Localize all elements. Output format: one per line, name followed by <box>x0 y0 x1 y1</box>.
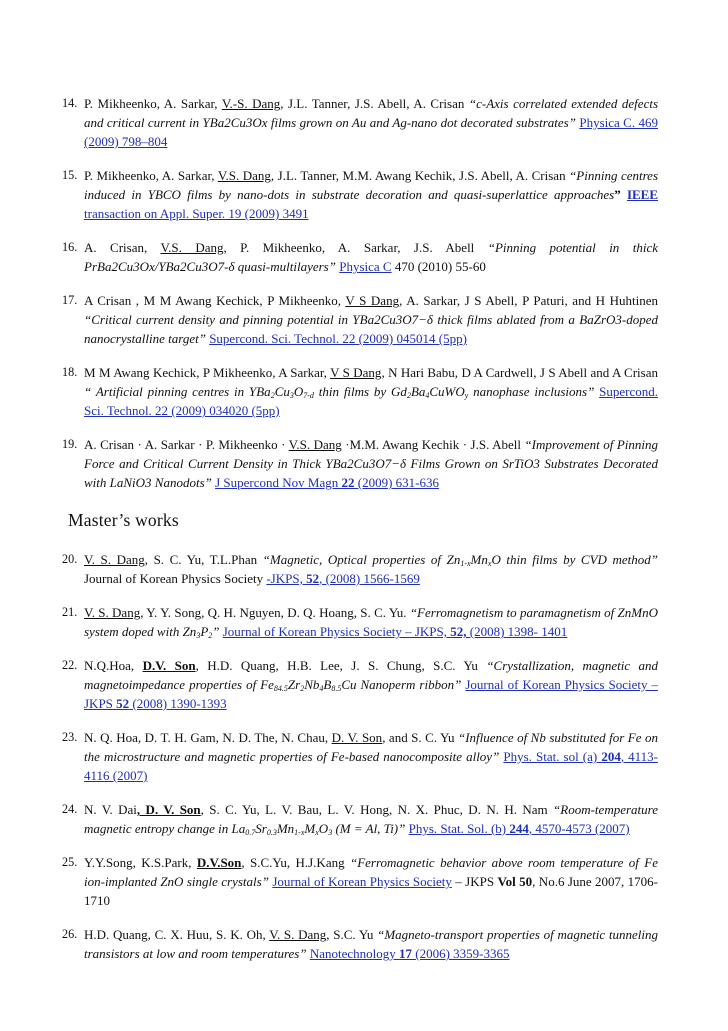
reference-plain-text: A. Crisan · A. Sarkar · P. Mikheenko · <box>84 437 289 452</box>
journal-link[interactable]: , 4113-4116 (2007) <box>84 749 658 783</box>
reference-plain-text: , P. Mikheenko, A. Sarkar, J.S. Abell <box>223 240 488 255</box>
subscript-text: 4 <box>425 391 430 400</box>
paper-title-text: O <box>293 384 304 399</box>
highlighted-author: V S Dang <box>330 365 382 380</box>
reference-number: 15. <box>62 168 78 182</box>
journal-link[interactable]: Phys. Stat. sol (a) <box>503 749 602 764</box>
journal-link[interactable]: Supercond. Sci. Technol. 22 (2009) 034020 (5pp) <box>84 384 659 418</box>
reference-number: 21. <box>62 605 78 619</box>
subscript-text: 0.7 <box>245 828 256 837</box>
journal-link[interactable]: (2008) 1398- 1401 <box>466 624 568 639</box>
reference-item <box>62 291 658 348</box>
reference-number: 23. <box>62 730 78 744</box>
reference-plain-text: M M Awang Kechick, P Mikheenko, A Sarkar, <box>84 365 331 380</box>
reference-number: 14. <box>62 96 78 110</box>
reference-item <box>62 550 658 588</box>
paper-title-text: “Ferromagnetic behavior above room temperature of Fe ion-implanted ZnO single crystals” <box>84 855 658 889</box>
paper-title-text: thin films by Gd <box>313 384 407 399</box>
reference-text <box>84 800 658 838</box>
reference-item <box>62 656 658 713</box>
highlighted-author: V. S. Dang <box>84 552 145 567</box>
paper-title-text: Cu <box>274 384 290 399</box>
reference-plain-text: , No.6 June 2007, 1706-1710 <box>84 874 658 908</box>
reference-plain-text: , N Hari Babu, D A Cardwell, J S Abell and A Crisan <box>381 365 659 380</box>
journal-link[interactable]: Physica C <box>339 259 392 274</box>
reference-plain-text: , S. C. Yu, L. V. Bau, L. V. Hong, N. X. Phuc, D. N. H. Nam <box>200 802 554 817</box>
section-heading: Master’s works <box>68 510 179 530</box>
highlighted-author: D.V. Son <box>142 658 196 673</box>
paper-title-text: ” <box>212 624 220 639</box>
highlighted-author: V. S. Dang <box>269 927 327 942</box>
reference-plain-text: N.Q.Hoa, <box>84 658 143 673</box>
reference-item <box>62 925 658 963</box>
reference-plain-text: P. Mikheenko, A. Sarkar, <box>84 168 218 183</box>
highlighted-author: V.-S. Dang <box>221 96 281 111</box>
subscript-text: 1-x <box>294 828 305 837</box>
reference-number: 18. <box>62 365 78 379</box>
journal-link[interactable]: 52 <box>116 696 130 711</box>
reference-text <box>84 656 658 713</box>
journal-link[interactable]: IEEE <box>626 187 659 202</box>
reference-plain-text: ·M.M. Awang Kechik · J.S. Abell <box>341 437 525 452</box>
bold-text: ” <box>614 187 621 202</box>
paper-title-text: (M = Al, Ti)” <box>332 821 406 836</box>
reference-plain-text: Journal of Korean Physics Society <box>84 571 267 586</box>
paper-title-text: Zr <box>287 677 301 692</box>
reference-plain-text: Y.Y.Song, K.S.Park, <box>84 855 197 870</box>
reference-item <box>62 603 658 641</box>
reference-text <box>84 853 658 910</box>
paper-title-text: “Improvement of Pinning Force and Critical Current Density in Thick YBa2Cu3O7−δ Films Grown on SrTiO3 Substrates Decorated with LaNiO3 Nanodots” <box>84 437 659 490</box>
journal-link[interactable]: (2008) 1390-1393 <box>129 696 227 711</box>
journal-link[interactable]: 17 <box>399 946 413 961</box>
subscript-text: 2 <box>300 684 305 693</box>
paper-title-text: “Critical current density and pinning potential in YBa2Cu3O7−δ thick films ablated from a BaZrO3-doped nanocrystalline target” <box>84 312 658 346</box>
paper-title-text: Ba <box>410 384 426 399</box>
highlighted-author: V.S. Dang <box>160 240 224 255</box>
reference-number: 24. <box>62 802 78 816</box>
reference-plain-text: , and S. C. Yu <box>382 730 458 745</box>
reference-text <box>84 435 658 492</box>
reference-item <box>62 94 658 151</box>
paper-title-text: Mn <box>276 821 295 836</box>
reference-number: 25. <box>62 855 78 869</box>
journal-link[interactable]: , 4570-4573 (2007) <box>528 821 630 836</box>
subscript-text: 2 <box>270 391 275 400</box>
reference-plain-text: , A. Sarkar, J S Abell, P Paturi, and H Huhtinen <box>399 293 658 308</box>
paper-title-text: “Ferromagnetism to paramagnetism of ZnMnO system doped with Zn <box>84 605 659 639</box>
reference-plain-text: , J.L. Tanner, M.M. Awang Kechik, J.S. Abell, A. Crisan <box>270 168 570 183</box>
paper-title-text: “Pinning centres induced in YBCO films by nano-dots in substrate decoration and quasi-superlattice approaches <box>84 168 659 202</box>
paper-title-text: “Magneto-transport properties of magnetic tunneling transistors at low and room temperatures” <box>84 927 659 961</box>
journal-link[interactable]: , (2008) 1566-1569 <box>319 571 420 586</box>
paper-title-text: “Room-temperature magnetic entropy change in La <box>84 802 658 836</box>
reference-plain-text: N. V. Dai <box>84 802 137 817</box>
reference-plain-text: , H.D. Quang, H.B. Lee, J. S. Chung, S.C. Yu <box>195 658 487 673</box>
subscript-text: 8.5 <box>331 684 342 693</box>
bold-text: Vol 50 <box>497 874 533 889</box>
reference-number: 16. <box>62 240 78 254</box>
reference-number: 22. <box>62 658 78 672</box>
reference-plain-text: A Crisan , M M Awang Kechick, P Mikheenko, <box>84 293 346 308</box>
reference-number: 26. <box>62 927 78 941</box>
paper-title-text: M <box>304 821 316 836</box>
journal-link[interactable]: 22 <box>341 475 355 490</box>
reference-text <box>84 94 658 151</box>
reference-plain-text: , S.C.Yu, H.J.Kang <box>241 855 350 870</box>
journal-link[interactable]: J Supercond Nov Magn <box>215 475 342 490</box>
paper-title-text: “Crystallization, magnetic and magnetoimpedance properties of Fe <box>84 658 659 692</box>
journal-link[interactable]: Nanotechnology <box>309 946 400 961</box>
reference-plain-text: , S.C. Yu <box>326 927 378 942</box>
reference-text <box>84 238 658 276</box>
reference-item <box>62 363 658 420</box>
reference-plain-text: , Y. Y. Song, Q. H. Nguyen, D. Q. Hoang, S. C. Yu. <box>140 605 410 620</box>
reference-text <box>84 166 658 223</box>
reference-text <box>84 603 658 641</box>
paper-title-text: O thin films by CVD method” <box>491 552 658 567</box>
subscript-text: 4 <box>319 684 324 693</box>
paper-title-text: “c-Axis correlated extended defects and critical current in YBa2Cu3Ox films grown on Au and Ag-nano dot decorated substrates” <box>84 96 659 130</box>
paper-title-text: Nb <box>304 677 320 692</box>
reference-text <box>84 550 658 588</box>
reference-text <box>84 925 658 963</box>
reference-item <box>62 238 658 276</box>
journal-link[interactable]: Journal of Korean Physics Society – JKPS <box>84 677 658 711</box>
journal-link[interactable]: (2009) 631-636 <box>354 475 440 490</box>
journal-link[interactable]: Journal of Korean Physics Society – JKPS, <box>222 624 451 639</box>
journal-link[interactable]: Phys. Stat. Sol. (b) <box>408 821 510 836</box>
subscript-text: 2 <box>208 631 213 640</box>
paper-title-text: nanophase inclusions” <box>468 384 595 399</box>
journal-link[interactable]: transaction on Appl. Super. 19 (2009) 3491 <box>84 206 309 221</box>
reference-plain-text: 470 (2010) 55-60 <box>391 259 486 274</box>
journal-link[interactable]: 244 <box>509 821 529 836</box>
reference-text <box>84 291 658 348</box>
highlighted-author: D. V. Son <box>331 730 383 745</box>
journal-link[interactable]: 204 <box>601 749 621 764</box>
paper-title-text: “ Artificial pinning centres in YBa <box>84 384 271 399</box>
paper-title-text: CuWO <box>429 384 465 399</box>
journal-link[interactable]: Physica C. 469 (2009) 798–804 <box>84 115 658 149</box>
paper-title-text: “Magnetic, Optical properties of Zn <box>262 552 461 567</box>
journal-link[interactable]: 52, <box>450 624 467 639</box>
reference-plain-text: H.D. Quang, C. X. Huu, S. K. Oh, <box>84 927 270 942</box>
reference-item <box>62 435 658 492</box>
reference-item <box>62 800 658 838</box>
reference-item <box>62 728 658 785</box>
reference-text <box>84 728 658 785</box>
paper-title-text: P <box>200 624 209 639</box>
reference-plain-text: , J.L. Tanner, J.S. Abell, A. Crisan <box>280 96 469 111</box>
reference-number: 20. <box>62 552 78 566</box>
subscript-text: y <box>464 391 469 400</box>
subscript-text: 2 <box>406 391 411 400</box>
highlighted-author: V. S. Dang <box>84 605 141 620</box>
subscript-text: 7-d <box>303 391 314 400</box>
subscript-text: x <box>487 559 492 568</box>
reference-number: 17. <box>62 293 78 307</box>
paper-title-text: “Influence of Nb substituted for Fe on the microstructure and magnetic properties of Fe-based nanocomposite alloy” <box>84 730 658 764</box>
highlighted-author: V.S. Dang <box>288 437 342 452</box>
paper-title-text: “Pinning potential in thick PrBa2Cu3Ox/YBa2Cu3O7-δ quasi-multilayers” <box>84 240 658 274</box>
reference-plain-text: A. Crisan, <box>84 240 161 255</box>
journal-link[interactable]: -JKPS, <box>266 571 307 586</box>
subscript-text: 1-x <box>460 559 471 568</box>
paper-title-text: Sr <box>255 821 267 836</box>
subscript-text: 3 <box>328 828 333 837</box>
highlighted-author: V S Dang <box>345 293 400 308</box>
reference-item <box>62 853 658 910</box>
reference-number: 19. <box>62 437 78 451</box>
journal-link[interactable]: Supercond. Sci. Technol. 22 (2009) 045014 (5pp) <box>209 331 467 346</box>
paper-title-text: B <box>323 677 332 692</box>
reference-plain-text: , S. C. Yu, T.L.Phan <box>144 552 263 567</box>
subscript-text: 84.5 <box>273 684 288 693</box>
reference-plain-text: – JKPS <box>451 874 498 889</box>
journal-link[interactable]: Journal of Korean Physics Society <box>272 874 452 889</box>
journal-link[interactable]: (2006) 3359-3365 <box>412 946 510 961</box>
reference-text <box>84 363 658 420</box>
journal-link[interactable]: 52 <box>306 571 320 586</box>
subscript-text: x <box>315 828 319 837</box>
highlighted-author: V.S. Dang <box>217 168 271 183</box>
reference-plain-text: N. Q. Hoa, D. T. H. Gam, N. D. The, N. Chau, <box>84 730 332 745</box>
subscript-text: 0.3 <box>266 828 277 837</box>
paper-title-text: O <box>318 821 329 836</box>
reference-plain-text: P. Mikheenko, A. Sarkar, <box>84 96 222 111</box>
paper-title-text: Mn <box>470 552 488 567</box>
reference-item <box>62 166 658 223</box>
highlighted-author: D.V.Son <box>196 855 242 870</box>
subscript-text: 3 <box>196 631 201 640</box>
highlighted-author: , D. V. Son <box>136 802 201 817</box>
paper-title-text: Cu Nanoperm ribbon” <box>341 677 462 692</box>
subscript-text: 3 <box>289 391 294 400</box>
